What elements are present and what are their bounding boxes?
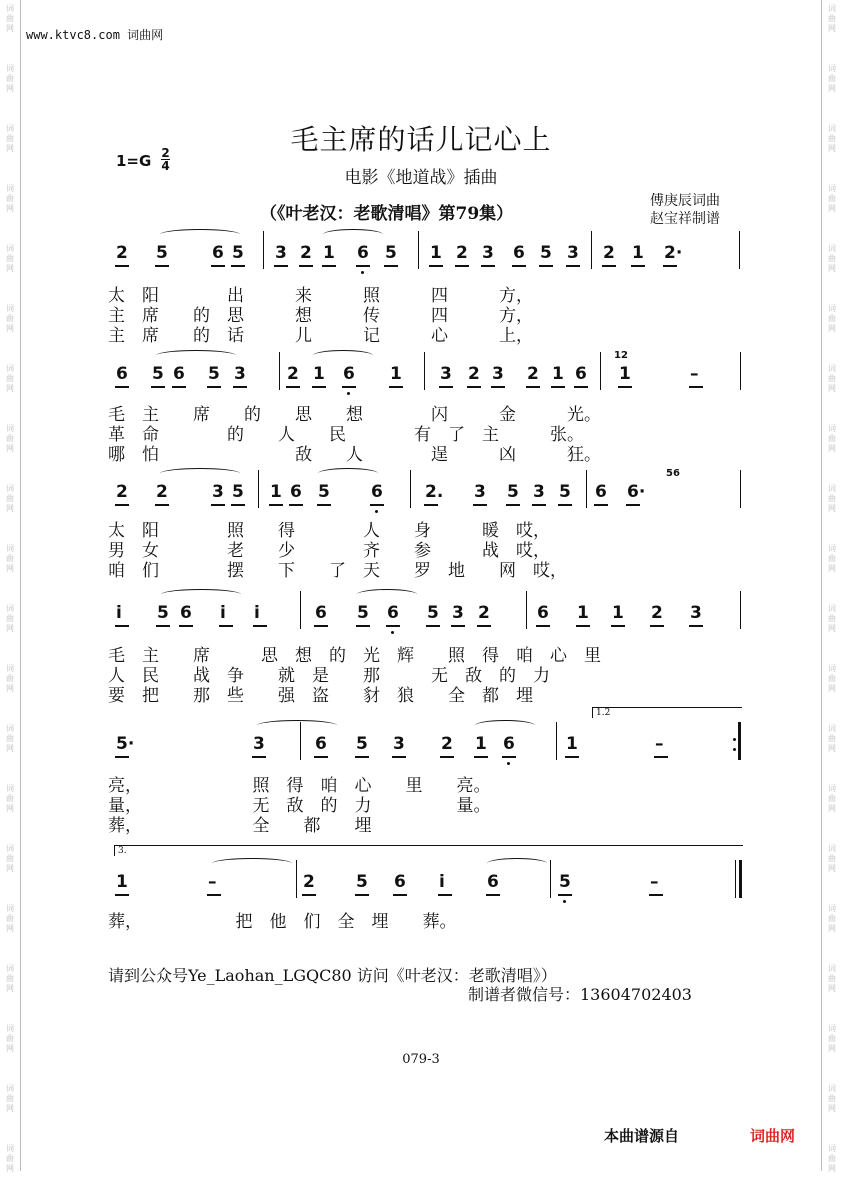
beam [115,625,129,627]
note: 5 [156,243,168,263]
beam [689,625,703,627]
note: 6 [487,872,499,892]
beam [551,386,565,388]
beam [502,756,516,758]
octave-dot [563,900,566,903]
beam [618,386,632,388]
note: 3 [482,243,494,263]
note: 3 [567,243,579,263]
barline [418,231,419,269]
note: 2 [303,872,315,892]
slur [156,350,236,361]
octave-dot [347,392,350,395]
note: 3 [212,482,224,502]
slur [313,350,373,361]
lyric-line: 太 阳 照 得 人 身 暖 哎， [108,521,550,541]
note: 2 [300,243,312,263]
barline [740,352,741,390]
beam [576,625,590,627]
note: 1 [566,734,578,754]
watermark-mark: 词 曲 网 [828,424,836,453]
beam [211,504,225,506]
beam [491,386,505,388]
slur [475,720,535,731]
beam [219,625,233,627]
watermark-mark: 词 曲 网 [6,484,14,513]
beam [663,265,677,267]
beam [356,265,370,267]
beam [207,386,221,388]
note: 3 [393,734,405,754]
note: 2. [425,482,444,502]
episode-label: （《叶老汉：老歌清唱》第79集） [260,204,514,224]
lyric-line: 咱 们 摆 下 了 天 罗 地 网 哎， [108,561,567,581]
note: 3 [474,482,486,502]
octave-dot [361,271,364,274]
grace-note: 12 [614,350,628,361]
note: 3 [533,482,545,502]
lyric-line: 哪 怕 敌 人 逞 凶 狂。 [108,445,601,465]
note: 6 [343,364,355,384]
grace-note: 56 [666,468,680,479]
watermark-mark: 词 曲 网 [6,1084,14,1113]
note: 3 [234,364,246,384]
volta-bracket: 1.2 [592,707,742,718]
lyric-line: 主 席 的 话 儿 记 心 上， [108,326,533,346]
beam [355,756,369,758]
beam [207,894,221,896]
beam [439,386,453,388]
beam [370,504,384,506]
note: 5 [356,734,368,754]
watermark-mark: 词 曲 网 [828,544,836,573]
beam [115,386,129,388]
note: 1 [577,603,589,623]
beam [286,386,300,388]
note: 3 [452,603,464,623]
note: – [650,872,659,892]
barline [740,470,741,508]
beam [539,265,553,267]
beam [429,265,443,267]
note: 6 [513,243,525,263]
note: 2 [651,603,663,623]
note: 2· [664,243,683,263]
beam [536,625,550,627]
site-label[interactable]: www.ktvc8.com 词曲网 [26,28,164,42]
beam [426,625,440,627]
note: 2 [116,243,128,263]
beam [566,265,580,267]
watermark-mark: 词 曲 网 [828,844,836,873]
beam [211,265,225,267]
lyric-line: 革 命 的 人 民 有 了 主 张。 [108,425,584,445]
slur [357,589,417,600]
watermark-mark: 词 曲 网 [6,1024,14,1053]
watermark-mark: 词 曲 网 [6,64,14,93]
beam [233,386,247,388]
note: 1 [632,243,644,263]
watermark-mark: 词 曲 网 [6,424,14,453]
watermark-mark: 词 曲 网 [6,724,14,753]
note: 5 [232,482,244,502]
octave-dot [375,510,378,513]
lyric-line: 男 女 老 少 齐 参 战 哎， [108,541,550,561]
note: 1 [313,364,325,384]
barline [739,231,740,269]
watermark-mark: 词 曲 网 [6,124,14,153]
watermark-mark: 词 曲 网 [828,484,836,513]
beam [115,756,129,758]
beam [115,894,129,896]
slur [160,229,240,240]
beam [252,756,266,758]
barline [296,860,297,898]
note: i [254,603,260,623]
note: 1 [475,734,487,754]
beam [356,625,370,627]
octave-dot [507,762,510,765]
watermark-mark: 词 曲 网 [6,184,14,213]
watermark-mark: 词 曲 网 [828,904,836,933]
repeat-dot [733,748,736,751]
beam [438,894,452,896]
slur [323,229,383,240]
note: 2 [441,734,453,754]
beam [231,265,245,267]
note: 1 [390,364,402,384]
note: 5 [208,364,220,384]
beam [486,894,500,896]
beam [558,504,572,506]
note: 5 [357,603,369,623]
note: 3 [440,364,452,384]
lyric-line: 葬， 全 都 埋 [108,816,372,836]
note: 1 [323,243,335,263]
beam [477,625,491,627]
watermark-mark: 词 曲 网 [6,844,14,873]
note: 3 [253,734,265,754]
watermark-mark: 词 曲 网 [6,244,14,273]
note: 6 [212,243,224,263]
slur [257,720,337,731]
beam [115,265,129,267]
watermark-mark: 词 曲 网 [828,4,836,33]
note: 2 [603,243,615,263]
watermark-mark: 词 曲 网 [828,604,836,633]
beam [602,265,616,267]
note: 6 [537,603,549,623]
note: 6 [387,603,399,623]
barline [738,722,741,760]
note: 1 [270,482,282,502]
slur [212,858,292,869]
repeat-dot [733,738,736,741]
note: 6 [503,734,515,754]
footer-line-1: 请到公众号Ye_Laohan_LGQC80 访问《叶老汉：老歌清唱》） [108,966,557,985]
beam [650,625,664,627]
beam [172,386,186,388]
note: 3 [690,603,702,623]
note: 1 [552,364,564,384]
beam [156,625,170,627]
watermark-mark: 词 曲 网 [828,244,836,273]
note: 6 [357,243,369,263]
beam [115,504,129,506]
beam [481,265,495,267]
note: 3 [492,364,504,384]
beam [155,265,169,267]
note: 5 [152,364,164,384]
beam [384,265,398,267]
watermark-mark: 词 曲 网 [6,604,14,633]
barline [424,352,425,390]
watermark-mark: 词 曲 网 [828,784,836,813]
beam [649,894,663,896]
note: i [220,603,226,623]
beam [155,504,169,506]
octave-dot [391,631,394,634]
watermark-mark: 词 曲 网 [828,124,836,153]
beam [314,625,328,627]
beam [574,386,588,388]
slur [318,468,378,479]
beam [231,504,245,506]
beam [474,756,488,758]
note: 5 [559,872,571,892]
barline [300,591,301,629]
beam [512,265,526,267]
note: 2 [156,482,168,502]
beam [342,386,356,388]
note: 5 [232,243,244,263]
beam [386,625,400,627]
footer-line-2: 制谱者微信号：13604702403 [468,985,692,1004]
note: 5· [116,734,135,754]
watermark-mark: 词 曲 网 [6,304,14,333]
watermark-mark: 词 曲 网 [6,904,14,933]
lyric-line: 毛 主 席 的 思 想 闪 金 光。 [108,405,601,425]
note: i [116,603,122,623]
watermark-mark: 词 曲 网 [828,664,836,693]
beam [440,756,454,758]
beam [302,894,316,896]
lyric-line: 毛 主 席 思 想 的 光 辉 照 得 咱 心 里 [108,646,601,666]
note: 2 [527,364,539,384]
time-top: 2 [161,146,170,160]
note: 6 [290,482,302,502]
note: 2 [468,364,480,384]
note: i [439,872,445,892]
beam [289,504,303,506]
beam [269,504,283,506]
watermark-mark: 词 曲 网 [828,304,836,333]
barline [735,860,736,898]
beam [611,625,625,627]
time-signature [161,147,170,172]
beam [473,504,487,506]
watermark-mark: 词 曲 网 [6,964,14,993]
beam [253,625,267,627]
beam [654,756,668,758]
watermark-mark: 词 曲 网 [828,1144,836,1173]
time-bottom: 4 [161,159,170,173]
barline [526,591,527,629]
note: 6 [116,364,128,384]
beam [389,386,403,388]
watermark-mark: 词 曲 网 [828,1024,836,1053]
watermark-mark: 词 曲 网 [828,64,836,93]
lyric-line: 人 民 战 争 就 是 那 无 敌 的 力 [108,666,550,686]
note: – [208,872,217,892]
watermark-mark: 词 曲 网 [828,184,836,213]
note: 3 [275,243,287,263]
beam [455,265,469,267]
lyric-line: 要 把 那 些 强 盗 豺 狼 全 都 埋 [108,686,533,706]
beam [322,265,336,267]
beam [151,386,165,388]
note: 5 [559,482,571,502]
note: 1 [619,364,631,384]
key-signature: 1=G [116,152,152,170]
watermark-mark: 词 曲 网 [6,544,14,573]
note: 6 [180,603,192,623]
lyric-line: 主 席 的 思 想 传 四 方， [108,306,533,326]
barline [591,231,592,269]
note: 5 [356,872,368,892]
beam [467,386,481,388]
beam [424,504,438,506]
note: – [655,734,664,754]
watermark-mark: 词 曲 网 [6,784,14,813]
beam [506,504,520,506]
lyric-line: 太 阳 出 来 照 四 方， [108,286,533,306]
beam [392,756,406,758]
note: 1 [612,603,624,623]
note: 6 [173,364,185,384]
barline [600,352,601,390]
note: 6 [371,482,383,502]
barline [739,860,742,898]
note: 5 [427,603,439,623]
note: 6 [315,734,327,754]
note: 5 [507,482,519,502]
note: 6· [627,482,646,502]
beam [626,504,640,506]
note: 2 [456,243,468,263]
beam [317,504,331,506]
watermark-mark: 词 曲 网 [6,364,14,393]
barline [263,231,264,269]
watermark-mark: 词 曲 网 [6,4,14,33]
beam [314,756,328,758]
beam [532,504,546,506]
note: 2 [116,482,128,502]
arranger-credit: 赵宝祥制谱 [650,211,720,227]
barline [258,470,259,508]
watermark-mark: 词 曲 网 [6,1144,14,1173]
beam [689,386,703,388]
beam [558,894,572,896]
watermark-mark: 词 曲 网 [828,1084,836,1113]
page-number: 079-3 [402,1052,440,1067]
note: 5 [540,243,552,263]
volta-bracket: 3. [114,845,743,856]
note: 1 [116,872,128,892]
barline [556,722,557,760]
source-label: 本曲谱源自 [604,1127,680,1145]
note: 1 [430,243,442,263]
slur [160,468,240,479]
note: 5 [157,603,169,623]
slur [161,589,241,600]
beam [451,625,465,627]
slur [487,858,547,869]
beam [631,265,645,267]
note: 6 [315,603,327,623]
song-title: 毛主席的话儿记心上 [290,123,552,156]
beam [355,894,369,896]
song-subtitle: 电影《地道战》插曲 [344,168,498,188]
barline [279,352,280,390]
note: 5 [318,482,330,502]
beam [565,756,579,758]
note: 2 [478,603,490,623]
beam [312,386,326,388]
lyric-line: 葬， 把 他 们 全 埋 葬。 [108,912,457,932]
beam [594,504,608,506]
source-site-link[interactable]: 词曲网 [750,1127,796,1145]
watermark-mark: 词 曲 网 [828,364,836,393]
beam [274,265,288,267]
watermark-mark: 词 曲 网 [6,664,14,693]
watermark-mark: 词 曲 网 [828,724,836,753]
note: 6 [575,364,587,384]
note: 6 [595,482,607,502]
beam [526,386,540,388]
barline [550,860,551,898]
composer-credit: 傅庚辰词曲 [650,193,720,209]
watermark-mark: 词 曲 网 [828,964,836,993]
lyric-line: 量， 无 敌 的 力 量。 [108,796,491,816]
beam [179,625,193,627]
note: 2 [287,364,299,384]
note: 6 [394,872,406,892]
note: 5 [385,243,397,263]
lyric-line: 亮， 照 得 咱 心 里 亮。 [108,776,491,796]
barline [410,470,411,508]
barline [740,591,741,629]
note: – [690,364,699,384]
beam [393,894,407,896]
barline [586,470,587,508]
beam [299,265,313,267]
